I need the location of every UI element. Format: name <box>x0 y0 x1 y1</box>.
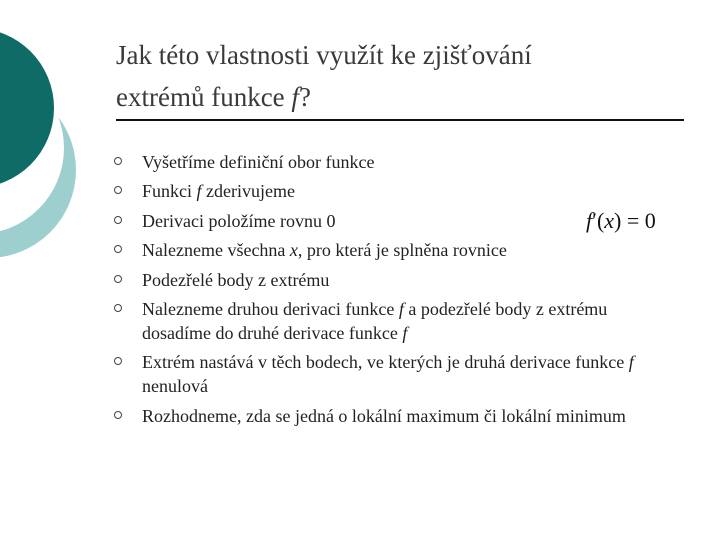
title-line-1: Jak této vlastnosti využít ke zjišťování <box>116 40 532 70</box>
bullet-marker-icon <box>114 216 122 224</box>
bullet-text: Podezřelé body z extrému <box>142 269 330 290</box>
formula-function: f <box>586 208 593 233</box>
bullet-marker-icon <box>114 304 122 312</box>
bullet-math-var: f <box>398 298 404 319</box>
bullet-text: Rozhodneme, zda se jedná o lokální maximum či lokální minimum <box>142 405 626 426</box>
slide-title <box>116 34 676 118</box>
bullet-item <box>112 238 652 262</box>
formula-prime: ′ <box>592 208 597 233</box>
bullet-math-var: f <box>196 181 202 202</box>
bullet-marker-icon <box>114 245 122 253</box>
bullet-marker-icon <box>114 275 122 283</box>
bullet-item <box>112 268 652 292</box>
bullet-item <box>112 297 652 345</box>
formula-variable: x <box>604 208 615 233</box>
bullet-list <box>112 150 652 433</box>
title-line-2-text: extrémů funkce <box>116 82 292 112</box>
bullet-math-var: f <box>402 322 408 343</box>
bullet-text: Derivaci položíme rovnu 0 <box>142 210 336 231</box>
bullet-math-var: f <box>628 352 634 373</box>
bullet-text: zderivujeme <box>201 181 295 202</box>
formula-open-paren: ( <box>596 208 605 233</box>
bullet-text: nenulová <box>142 376 208 397</box>
bullet-item <box>112 350 652 398</box>
bullet-text: , pro která je splněna rovnice <box>297 240 507 261</box>
formula-close-paren: ) <box>614 208 622 233</box>
title-line-2 <box>116 76 676 118</box>
formula-equals-zero: = 0 <box>621 208 656 233</box>
bullet-marker-icon <box>114 357 122 365</box>
bullet-math-var: x <box>289 240 298 261</box>
bullet-marker-icon <box>114 186 122 194</box>
bullet-text: a podezřelé body z extrému dosadíme do druhé derivace funkce <box>142 298 608 343</box>
bullet-marker-icon <box>114 157 122 165</box>
bullet-text: Nalezneme druhou derivaci funkce <box>142 298 399 319</box>
title-divider <box>116 119 684 121</box>
title-function-var: f <box>291 82 299 112</box>
title-question-mark: ? <box>298 82 311 112</box>
bullet-item <box>112 209 652 233</box>
bullet-text: Nalezneme všechna <box>142 240 290 261</box>
bullet-item <box>112 179 652 203</box>
decorative-circles <box>0 0 110 300</box>
bullet-text: Funkci <box>142 181 197 202</box>
bullet-item <box>112 404 652 428</box>
bullet-text: Vyšetříme definiční obor funkce <box>142 152 375 172</box>
derivative-equation <box>586 208 656 234</box>
bullet-item <box>112 150 652 174</box>
bullet-text: Extrém nastává v těch bodech, ve kterých je druhá derivace funkce <box>142 352 629 373</box>
bullet-marker-icon <box>114 411 122 419</box>
